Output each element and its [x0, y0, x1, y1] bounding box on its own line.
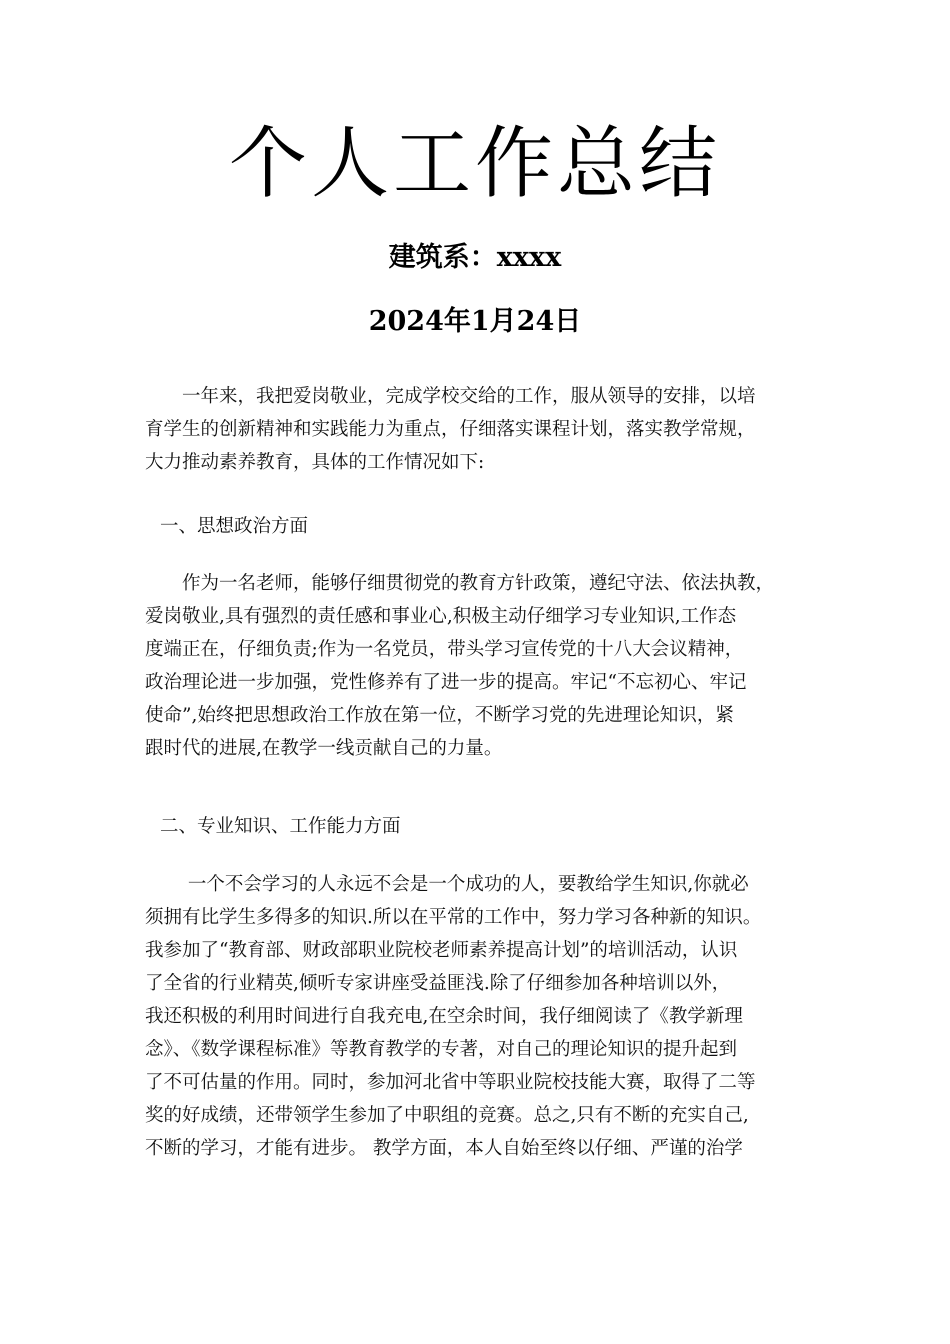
paragraph-line: 奖的好成绩，还带领学生参加了中职组的竞赛。总之,只有不断的充实自己, [145, 1105, 749, 1126]
paragraph-line: 了全省的行业精英,倾听专家讲座受益匪浅.除了仔细参加各种培训以外， [145, 973, 731, 994]
paragraph-line: 育学生的创新精神和实践能力为重点，仔细落实课程计划，落实教学常规， [145, 419, 756, 440]
section-professional-paragraph [145, 868, 761, 1165]
paragraph-line: 跟时代的进展,在教学一线贡献自己的力量。 [145, 738, 503, 759]
section-politics-paragraph [145, 567, 774, 765]
document-date: 2024年1月24日 [368, 306, 582, 337]
paragraph-line: 我参加了“教育部、财政部职业院校老师素养提高计划”的培训活动，认识 [145, 940, 738, 961]
paragraph-line: 不断的学习，才能有进步。 教学方面，本人自始至终以仔细、严谨的治学 [145, 1138, 743, 1159]
paragraph-line: 须拥有比学生多得多的知识.所以在平常的工作中，努力学习各种新的知识。 [145, 907, 762, 928]
paragraph-line: 大力推动素养教育，具体的工作情况如下: [145, 452, 485, 473]
section-heading-politics: 一、思想政治方面 [160, 516, 309, 537]
paragraph-line: 我还积极的利用时间进行自我充电,在空余时间，我仔细阅读了《教学新理 [145, 1006, 743, 1027]
document-title: 个人工作总结 [228, 119, 721, 209]
paragraph-line: 爱岗敬业,具有强烈的责任感和事业心,积极主动仔细学习专业知识,工作态 [145, 606, 737, 627]
paragraph-line: 作为一名老师，能够仔细贯彻党的教育方针政策，遵纪守法、依法执教， [145, 573, 775, 594]
document-subtitle: 建筑系：xxxx [388, 242, 562, 273]
paragraph-line: 一年来，我把爱岗敬业，完成学校交给的工作，服从领导的安排，以培 [145, 386, 756, 407]
paragraph-line: 一个不会学习的人永远不会是一个成功的人，要教给学生知识,你就必 [145, 874, 749, 895]
paragraph-line: 政治理论进一步加强，党性修养有了进一步的提高。牢记“不忘初心、牢记 [145, 672, 747, 693]
paragraph-line: 了不可估量的作用。同时，参加河北省中等职业院校技能大赛，取得了二等 [145, 1072, 756, 1093]
paragraph-line: 度端正在，仔细负责;作为一名党员，带头学习宣传党的十八大会议精神， [145, 639, 744, 660]
paragraph-line: 使命”,始终把思想政治工作放在第一位，不断学习党的先进理论知识，紧 [145, 705, 734, 726]
paragraph-line: 念》、《数学课程标准》等教育教学的专著，对自己的理论知识的提升起到 [145, 1039, 738, 1060]
section-heading-professional: 二、专业知识、工作能力方面 [160, 816, 401, 837]
intro-paragraph [145, 380, 756, 479]
